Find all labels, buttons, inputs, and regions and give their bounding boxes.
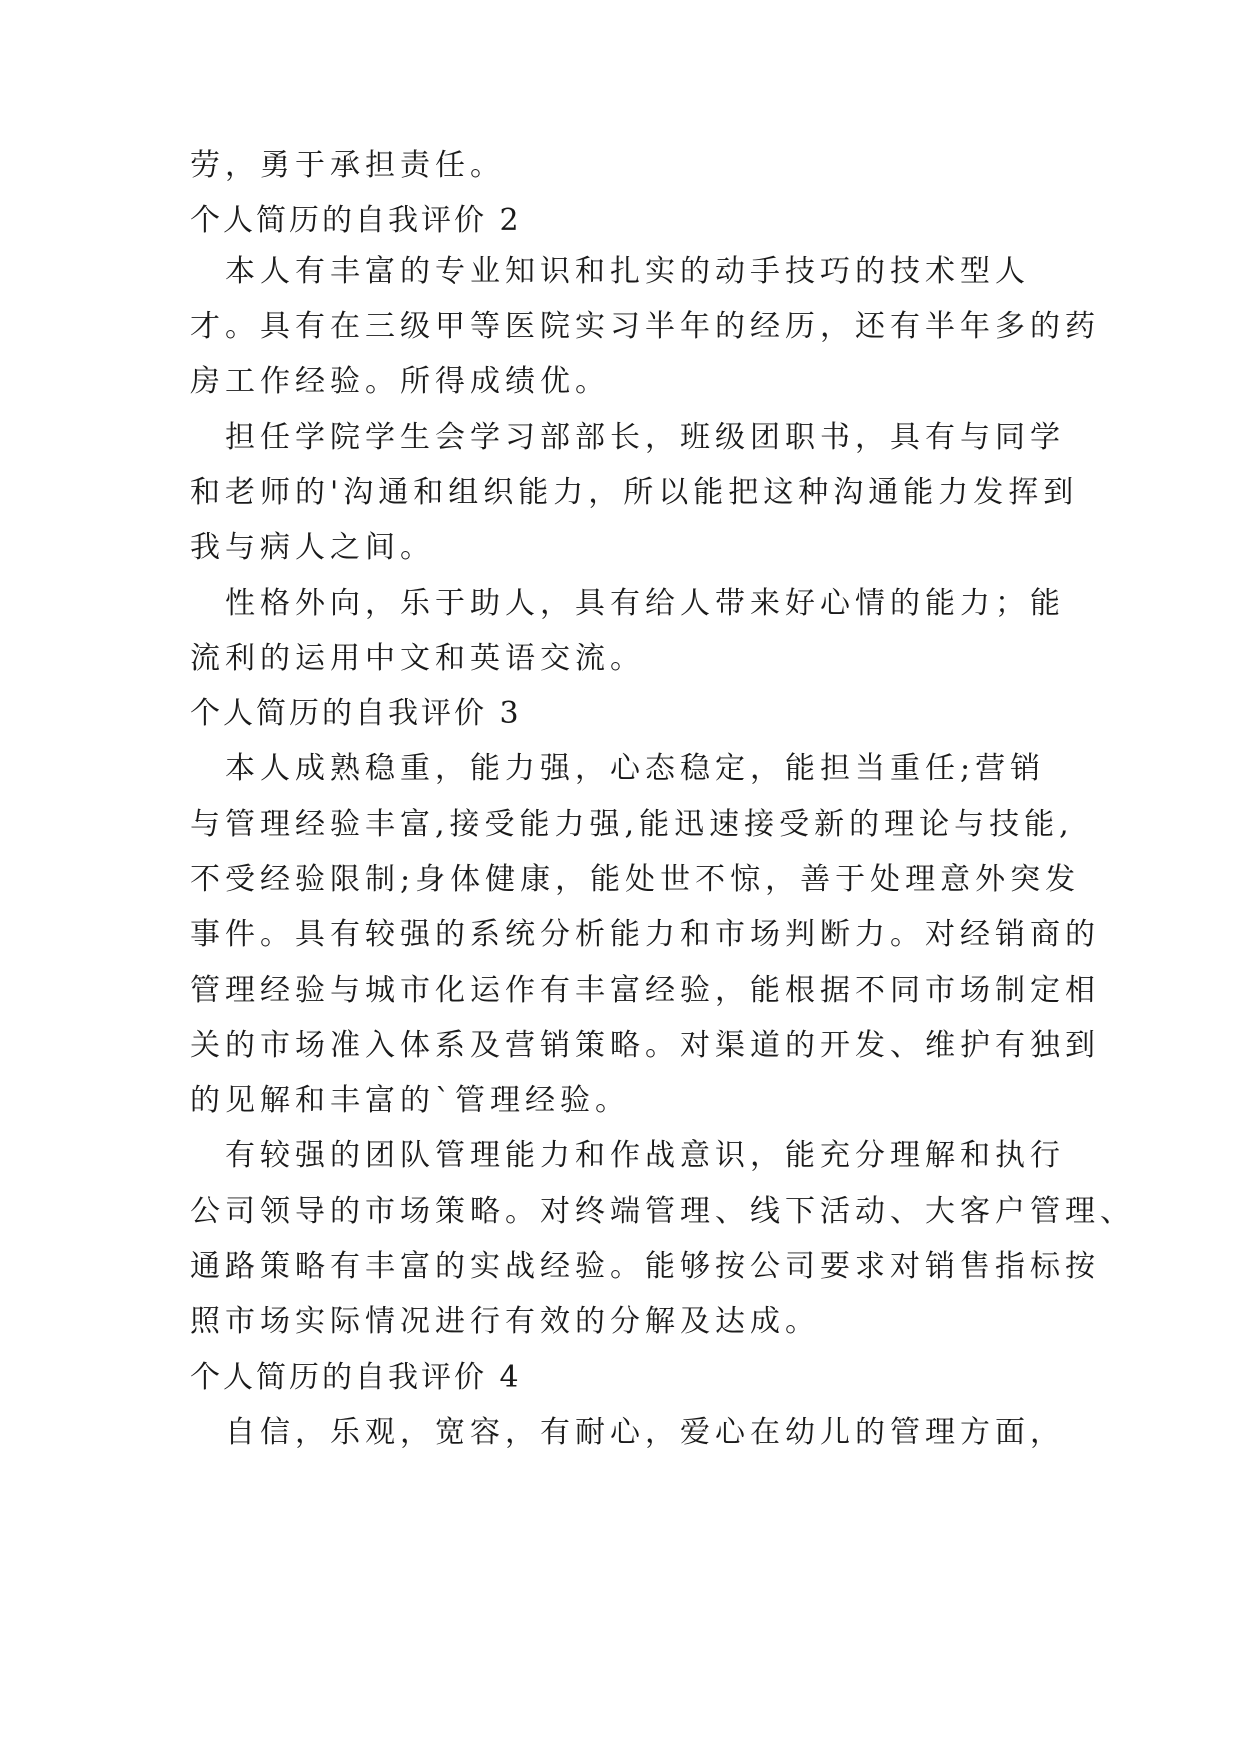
paragraph-line: 房工作经验。所得成绩优。 [190,364,610,399]
section-heading: 个人简历的自我评价 4 [190,1360,522,1395]
paragraph-line: 照市场实际情况进行有效的分解及达成。 [190,1304,820,1339]
section-heading: 个人简历的自我评价 3 [190,696,522,731]
paragraph-line: 才。具有在三级甲等医院实习半年的经历，还有半年多的药 [190,309,1100,344]
paragraph-line: 关的市场准入体系及营销策略。对渠道的开发、维护有独到 [190,1028,1100,1063]
paragraph-line: 自信，乐观，宽容，有耐心，爱心在幼儿的管理方面， [190,1415,1065,1450]
paragraph-line: 流利的运用中文和英语交流。 [190,641,645,676]
paragraph-line: 事件。具有较强的系统分析能力和市场判断力。对经销商的 [190,917,1100,952]
paragraph-line: 有较强的团队管理能力和作战意识，能充分理解和执行 [190,1138,1065,1173]
paragraph-line: 不受经验限制;身体健康，能处世不惊，善于处理意外突发 [190,862,1081,897]
paragraph-line: 公司领导的市场策略。对终端管理、线下活动、大客户管理、 [190,1194,1135,1229]
paragraph-line: 通路策略有丰富的实战经验。能够按公司要求对销售指标按 [190,1249,1100,1284]
paragraph-line: 与管理经验丰富,接受能力强,能迅速接受新的理论与技能, [190,807,1074,842]
paragraph-line: 本人有丰富的专业知识和扎实的动手技巧的技术型人 [190,254,1030,289]
paragraph-line: 管理经验与城市化运作有丰富经验，能根据不同市场制定相 [190,973,1100,1008]
paragraph-line: 劳，勇于承担责任。 [190,148,505,183]
paragraph-line: 和老师的'沟通和组织能力，所以能把这种沟通能力发挥到 [190,475,1079,510]
paragraph-line: 本人成熟稳重，能力强，心态稳定，能担当重任;营销 [190,751,1046,786]
paragraph-line: 担任学院学生会学习部部长，班级团职书，具有与同学 [190,420,1065,455]
paragraph-line: 我与病人之间。 [190,530,435,565]
section-heading: 个人简历的自我评价 2 [190,203,522,238]
paragraph-line: 的见解和丰富的`管理经验。 [190,1083,630,1118]
paragraph-line: 性格外向，乐于助人，具有给人带来好心情的能力；能 [190,586,1065,621]
